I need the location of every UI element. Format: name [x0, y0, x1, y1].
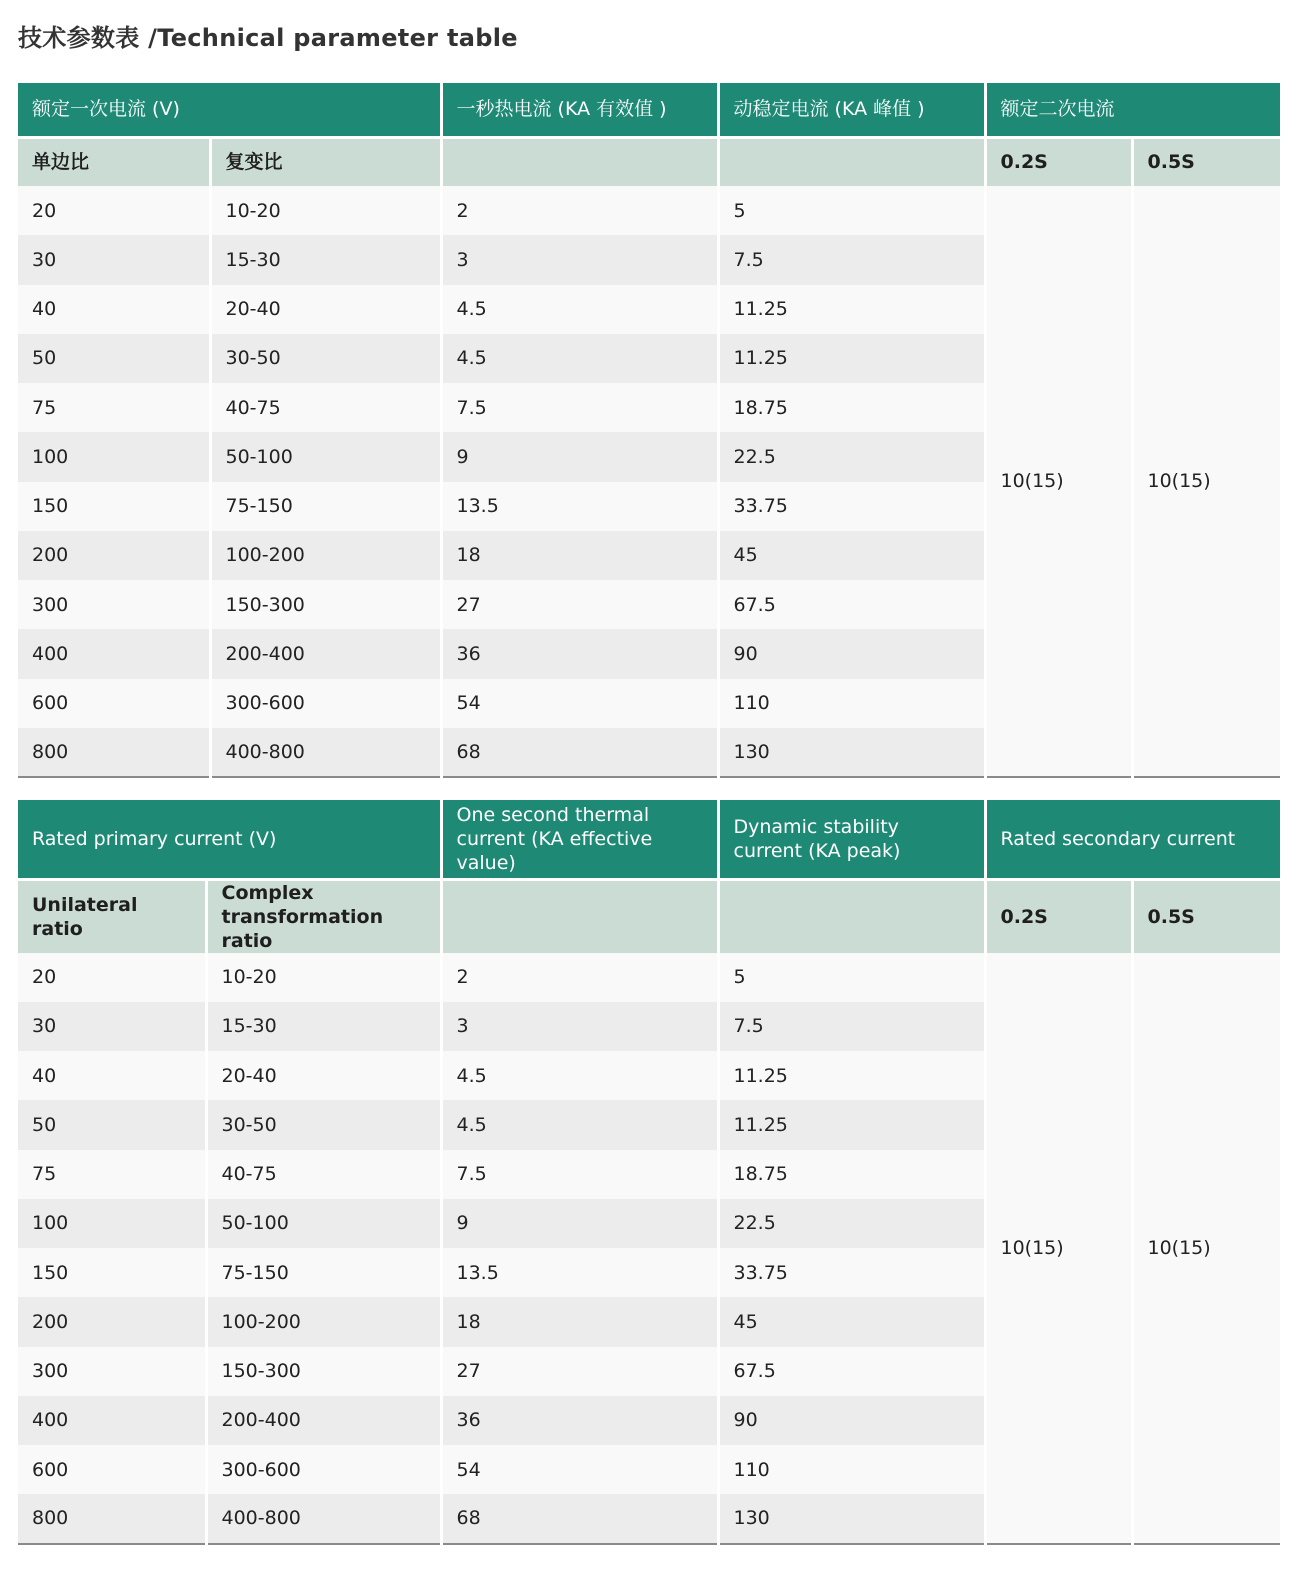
cell-unilateral-ratio: 200: [18, 1297, 206, 1346]
cell-complex-ratio: 30-50: [210, 334, 441, 383]
cell-unilateral-ratio: 300: [18, 580, 210, 629]
cell-complex-ratio: 50-100: [206, 1199, 441, 1248]
cell-unilateral-ratio: 150: [18, 1248, 206, 1297]
header-dynamic-current: Dynamic stability current (KA peak): [718, 800, 985, 879]
cell-dynamic-current: 18.75: [718, 383, 985, 432]
cell-unilateral-ratio: 300: [18, 1347, 206, 1396]
parameter-table-chinese: [18, 83, 1280, 778]
cell-secondary-0-5s: 10(15): [1132, 953, 1280, 1544]
cell-thermal-current: 54: [441, 679, 718, 728]
subheader-thermal-blank: [441, 879, 718, 953]
cell-unilateral-ratio: 30: [18, 1002, 206, 1051]
cell-complex-ratio: 50-100: [210, 432, 441, 481]
header-secondary-current: Rated secondary current: [985, 800, 1280, 879]
cell-complex-ratio: 100-200: [210, 531, 441, 580]
table-header-row: [18, 800, 1280, 879]
cell-thermal-current: 4.5: [441, 1100, 718, 1149]
cell-dynamic-current: 18.75: [718, 1150, 985, 1199]
cell-complex-ratio: 40-75: [206, 1150, 441, 1199]
cell-unilateral-ratio: 600: [18, 1445, 206, 1494]
subheader-complex-ratio: Complex transformation ratio: [206, 879, 441, 953]
cell-complex-ratio: 10-20: [210, 186, 441, 235]
header-dynamic-current: 动稳定电流 (KA 峰值 ): [718, 83, 985, 137]
subheader-thermal-blank: [441, 137, 718, 186]
header-primary-current: Rated primary current (V): [18, 800, 441, 879]
cell-unilateral-ratio: 100: [18, 1199, 206, 1248]
cell-dynamic-current: 5: [718, 953, 985, 1002]
parameter-table-english: [18, 800, 1280, 1545]
cell-dynamic-current: 11.25: [718, 1100, 985, 1149]
cell-thermal-current: 68: [441, 1494, 718, 1543]
cell-complex-ratio: 200-400: [210, 629, 441, 678]
header-thermal-current: One second thermal current (KA effective value): [441, 800, 718, 879]
cell-thermal-current: 4.5: [441, 285, 718, 334]
cell-thermal-current: 27: [441, 1347, 718, 1396]
cell-unilateral-ratio: 75: [18, 383, 210, 432]
cell-dynamic-current: 7.5: [718, 235, 985, 284]
cell-unilateral-ratio: 400: [18, 1396, 206, 1445]
cell-thermal-current: 36: [441, 1396, 718, 1445]
cell-unilateral-ratio: 100: [18, 432, 210, 481]
table-row: [18, 953, 1280, 1002]
cell-dynamic-current: 45: [718, 1297, 985, 1346]
cell-complex-ratio: 20-40: [210, 285, 441, 334]
cell-dynamic-current: 33.75: [718, 482, 985, 531]
cell-dynamic-current: 11.25: [718, 334, 985, 383]
cell-dynamic-current: 45: [718, 531, 985, 580]
cell-dynamic-current: 33.75: [718, 1248, 985, 1297]
subheader-unilateral-ratio: 单边比: [18, 137, 210, 186]
subheader-dynamic-blank: [718, 879, 985, 953]
cell-unilateral-ratio: 50: [18, 1100, 206, 1149]
subheader-dynamic-blank: [718, 137, 985, 186]
cell-dynamic-current: 67.5: [718, 580, 985, 629]
cell-complex-ratio: 10-20: [206, 953, 441, 1002]
cell-dynamic-current: 67.5: [718, 1347, 985, 1396]
cell-dynamic-current: 7.5: [718, 1002, 985, 1051]
cell-thermal-current: 2: [441, 953, 718, 1002]
cell-dynamic-current: 110: [718, 1445, 985, 1494]
cell-dynamic-current: 90: [718, 1396, 985, 1445]
cell-unilateral-ratio: 50: [18, 334, 210, 383]
header-thermal-current: 一秒热电流 (KA 有效值 ): [441, 83, 718, 137]
cell-secondary-0-2s: 10(15): [985, 953, 1132, 1544]
cell-unilateral-ratio: 40: [18, 1051, 206, 1100]
cell-complex-ratio: 150-300: [206, 1347, 441, 1396]
cell-thermal-current: 9: [441, 432, 718, 481]
cell-thermal-current: 7.5: [441, 1150, 718, 1199]
table-row: [18, 186, 1280, 235]
header-secondary-current: 额定二次电流: [985, 83, 1280, 137]
cell-thermal-current: 3: [441, 235, 718, 284]
cell-thermal-current: 7.5: [441, 383, 718, 432]
cell-complex-ratio: 100-200: [206, 1297, 441, 1346]
cell-unilateral-ratio: 40: [18, 285, 210, 334]
cell-thermal-current: 68: [441, 728, 718, 777]
cell-complex-ratio: 300-600: [210, 679, 441, 728]
cell-thermal-current: 54: [441, 1445, 718, 1494]
subheader-unilateral-ratio: Unilateral ratio: [18, 879, 206, 953]
cell-dynamic-current: 5: [718, 186, 985, 235]
table-header-row: [18, 83, 1280, 137]
cell-complex-ratio: 300-600: [206, 1445, 441, 1494]
cell-unilateral-ratio: 600: [18, 679, 210, 728]
cell-unilateral-ratio: 75: [18, 1150, 206, 1199]
cell-dynamic-current: 11.25: [718, 1051, 985, 1100]
subheader-class-0-2s: 0.2S: [985, 879, 1132, 953]
cell-dynamic-current: 130: [718, 728, 985, 777]
cell-thermal-current: 9: [441, 1199, 718, 1248]
cell-complex-ratio: 30-50: [206, 1100, 441, 1149]
subheader-complex-ratio: 复变比: [210, 137, 441, 186]
cell-complex-ratio: 400-800: [206, 1494, 441, 1543]
cell-complex-ratio: 400-800: [210, 728, 441, 777]
cell-complex-ratio: 20-40: [206, 1051, 441, 1100]
cell-thermal-current: 2: [441, 186, 718, 235]
cell-unilateral-ratio: 800: [18, 1494, 206, 1543]
subheader-class-0-2s: 0.2S: [985, 137, 1132, 186]
cell-unilateral-ratio: 150: [18, 482, 210, 531]
cell-dynamic-current: 11.25: [718, 285, 985, 334]
cell-complex-ratio: 40-75: [210, 383, 441, 432]
cell-thermal-current: 27: [441, 580, 718, 629]
subheader-class-0-5s: 0.5S: [1132, 137, 1280, 186]
cell-unilateral-ratio: 20: [18, 186, 210, 235]
cell-dynamic-current: 110: [718, 679, 985, 728]
cell-complex-ratio: 150-300: [210, 580, 441, 629]
cell-secondary-0-5s: 10(15): [1132, 186, 1280, 777]
cell-thermal-current: 13.5: [441, 482, 718, 531]
cell-thermal-current: 4.5: [441, 334, 718, 383]
cell-complex-ratio: 75-150: [210, 482, 441, 531]
cell-complex-ratio: 75-150: [206, 1248, 441, 1297]
cell-unilateral-ratio: 400: [18, 629, 210, 678]
cell-secondary-0-2s: 10(15): [985, 186, 1132, 777]
cell-thermal-current: 36: [441, 629, 718, 678]
cell-complex-ratio: 15-30: [206, 1002, 441, 1051]
cell-unilateral-ratio: 800: [18, 728, 210, 777]
cell-complex-ratio: 200-400: [206, 1396, 441, 1445]
cell-dynamic-current: 22.5: [718, 1199, 985, 1248]
cell-thermal-current: 3: [441, 1002, 718, 1051]
cell-unilateral-ratio: 200: [18, 531, 210, 580]
cell-dynamic-current: 130: [718, 1494, 985, 1543]
cell-complex-ratio: 15-30: [210, 235, 441, 284]
page-title: 技术参数表 /Technical parameter table: [18, 24, 518, 52]
table-subheader-row: [18, 137, 1280, 186]
cell-thermal-current: 13.5: [441, 1248, 718, 1297]
cell-thermal-current: 4.5: [441, 1051, 718, 1100]
subheader-class-0-5s: 0.5S: [1132, 879, 1280, 953]
header-primary-current: 额定一次电流 (V): [18, 83, 441, 137]
table-subheader-row: [18, 879, 1280, 953]
cell-unilateral-ratio: 20: [18, 953, 206, 1002]
cell-thermal-current: 18: [441, 531, 718, 580]
cell-dynamic-current: 90: [718, 629, 985, 678]
cell-unilateral-ratio: 30: [18, 235, 210, 284]
cell-thermal-current: 18: [441, 1297, 718, 1346]
cell-dynamic-current: 22.5: [718, 432, 985, 481]
